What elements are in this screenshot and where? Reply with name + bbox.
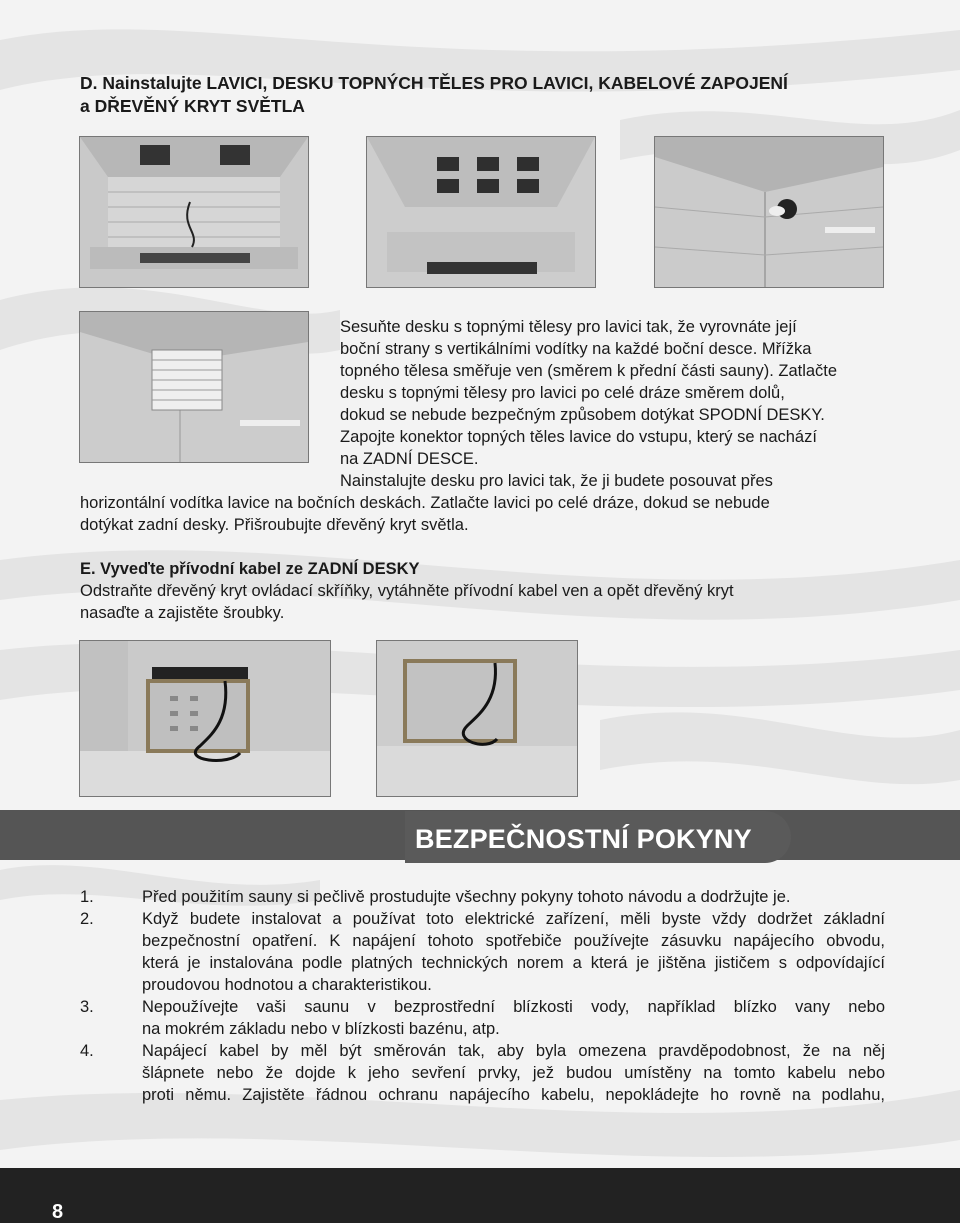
list-item-number: 3. [80,998,94,1016]
section-e-heading: E. Vyveďte přívodní kabel ze ZADNÍ DESKY [80,560,420,578]
list-item-text [142,996,885,1040]
list-item-text [142,886,885,908]
photo-control-box-cover-2 [376,640,578,797]
safety-heading: BEZPEČNOSTNÍ POKYNY [405,811,791,863]
footer-bar [0,1168,960,1223]
section-d-heading-line1: D. Nainstalujte LAVICI, DESKU TOPNÝCH TĚLES PRO LAVICI, KABELOVÉ ZAPOJENÍ [80,73,788,93]
paragraph-line: dotýkat zadní desky. Přišroubujte dřevěný kryt světla. [80,516,469,534]
paragraph-line: boční strany s vertikálními vodítky na každé boční desce. Mřížka [340,340,812,358]
list-item-number: 1. [80,888,94,906]
section-d-heading [80,72,900,118]
paragraph-line: na ZADNÍ DESCE. [340,450,479,468]
paragraph-line: Odstraňte dřevěný kryt ovládací skříňky, vytáhněte přívodní kabel ven a opět dřevěný kryt [80,582,734,600]
list-item-line: která je instalována podle platných technických norem a která je jištěna jističem s odpovídající [142,954,885,972]
paragraph-line: Sesuňte desku s topnými tělesy pro lavici tak, že vyrovnáte její [340,318,797,336]
list-item [80,996,885,1040]
list-item-line: bezpečnostní opatření. K napájení tohoto spotřebiče používejte zásuvku napájecího obvodu, [142,932,885,950]
paragraph-line: topného tělesa směřuje ven (směrem k přední části sauny). Zatlačte [340,362,838,380]
photo-light-cover [79,311,309,463]
photo-wall-light-fixture [654,136,884,288]
page-number: 8 [52,1201,64,1223]
list-item [80,1040,885,1106]
photo-bench-heater-panel [366,136,596,288]
paragraph-line: dokud se nebude bezpečným způsobem dotýkat SPODNÍ DESKY. [340,406,825,424]
list-item-line: na mokrém základu nebo v blízkosti bazénu, atp. [142,1020,500,1038]
paragraph-line: Nainstalujte desku pro lavici tak, že ji budete posouvat přes [340,472,773,490]
section-e-text [80,580,900,624]
list-item-line: Napájecí kabel by měl být směrován tak, aby byla omezena pravděpodobnost, že na něj [142,1042,885,1060]
list-item-line: šlápnete nebo že dojde k jeho sevření prvky, jež budou umístěny na tomto kabelu nebo [142,1064,885,1082]
list-item-line: Když budete instalovat a používat toto elektrické zařízení, měli byste vždy dodržet základní [142,910,885,928]
paragraph-line: desku s topnými tělesy pro lavici po celé dráze směrem dolů, [340,384,785,402]
list-item [80,908,885,996]
list-item-text [142,1040,885,1106]
list-item-text [142,908,885,996]
photo-bench-frame [79,136,309,288]
safety-instructions-list [80,886,885,1106]
section-d-paragraph-2 [80,470,900,536]
list-item-line: proti němu. Zajistěte řádnou ochranu napájecího kabelu, nepokládejte ho rovně na podlahu, [142,1086,885,1104]
paragraph-line: horizontální vodítka lavice na bočních deskách. Zatlačte lavici po celé dráze, dokud se nebude [80,494,770,512]
list-item-line: Nepoužívejte vaši saunu v bezprostřední blízkosti vody, například blízko vany nebo [142,998,885,1016]
section-d-paragraph [340,316,900,470]
list-item-number: 2. [80,910,94,928]
section-d-heading-line2: a DŘEVĚNÝ KRYT SVĚTLA [80,96,305,116]
list-item-number: 4. [80,1042,94,1060]
list-item-line: proudovou hodnotou a charakteristikou. [142,976,432,994]
list-item [80,886,885,908]
list-item-line: Před použitím sauny si pečlivě prostudujte všechny pokyny tohoto návodu a dodržujte je. [142,888,791,906]
paragraph-line: Zapojte konektor topných těles lavice do vstupu, který se nachází [340,428,817,446]
paragraph-line: nasaďte a zajistěte šroubky. [80,604,285,622]
photo-control-box-cover-1 [79,640,331,797]
